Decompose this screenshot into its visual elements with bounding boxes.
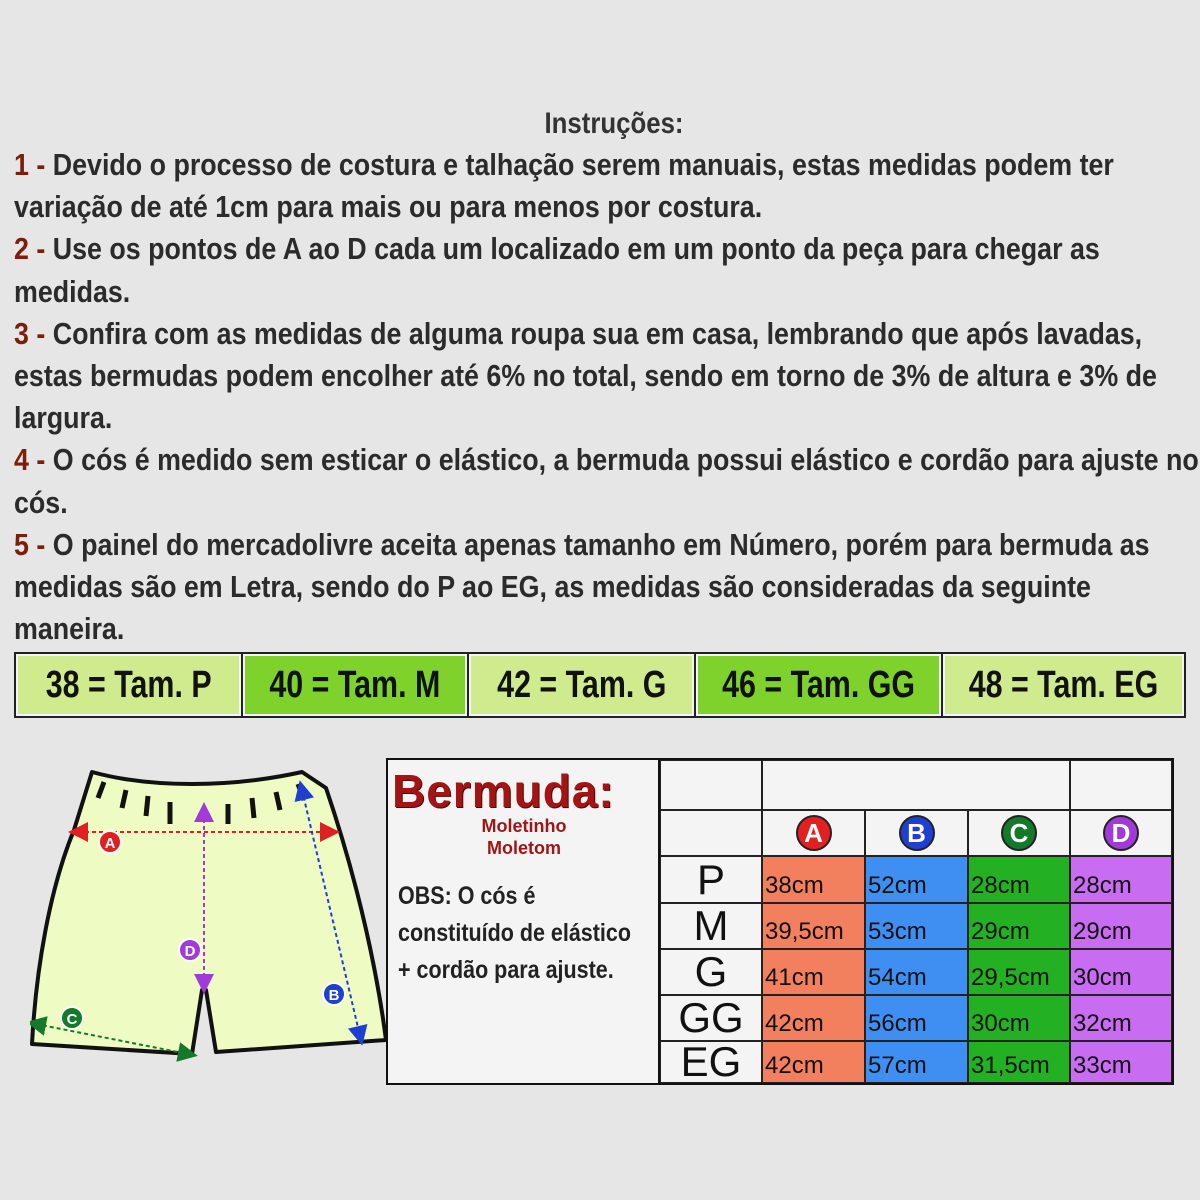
size-cell: 48 = Tam. EG	[943, 654, 1184, 716]
measurement-value: 56cm	[865, 995, 968, 1041]
instruction-item: 4 - O cós é medido sem esticar o elástico, a bermuda possui elástico e cordão para ajuste no cós.	[14, 442, 1199, 520]
instruction-item: 2 - Use os pontos de A ao D cada um localizado em um ponto da peça para chegar as medidas.	[14, 231, 1100, 309]
svg-text:A: A	[104, 835, 116, 852]
instruction-text: Confira com as medidas de alguma roupa sua em casa, lembrando que após lavadas, estas bermudas podem encolher até 6% no total, sendo em torno de 3% de altura e 3% de largura.	[14, 315, 1157, 436]
label-a-icon	[99, 831, 121, 853]
row-size-label: M	[660, 903, 762, 949]
measurement-value: 29,5cm	[968, 949, 1070, 995]
measurement-value: 39,5cm	[762, 903, 865, 949]
header-empty-cell	[660, 760, 762, 810]
size-cell: 46 = Tam. GG	[696, 654, 941, 716]
measurement-value: 38cm	[762, 856, 865, 903]
obs-note: OBS: O cós é constituído de elástico + cordão para ajuste.	[398, 882, 631, 984]
header-empty-cell	[762, 760, 1070, 810]
measurement-value: 53cm	[865, 903, 968, 949]
instruction-text: O painel do mercadolivre aceita apenas tamanho em Número, porém para bermuda as medidas são em Letra, sendo do P ao EG, as medidas são consideradas da seguinte maneira.	[14, 526, 1150, 647]
measurement-value: 54cm	[865, 949, 968, 995]
measurement-value: 57cm	[865, 1041, 968, 1083]
measurement-value: 42cm	[762, 1041, 865, 1083]
column-header	[968, 810, 1070, 856]
instruction-number: 1	[14, 147, 29, 182]
measurements-table	[386, 758, 1174, 1085]
row-size-label: G	[660, 949, 762, 995]
label-c-icon	[61, 1007, 83, 1029]
column-header	[762, 810, 865, 856]
measurement-value: 33cm	[1070, 1041, 1172, 1083]
instruction-number: 5	[14, 526, 29, 562]
table-brand-area	[388, 760, 660, 1083]
svg-text:C: C	[66, 1011, 78, 1028]
measurement-value: 30cm	[1070, 949, 1172, 995]
column-label-d-icon: D	[1103, 815, 1139, 851]
measurements-grid	[660, 760, 1172, 1083]
measurement-value: 29cm	[1070, 903, 1172, 949]
measurement-value: 28cm	[968, 856, 1070, 903]
measurement-value: 31,5cm	[968, 1041, 1070, 1083]
column-label-b-icon: B	[899, 815, 935, 851]
instruction-item: 3 - Confira com as medidas de alguma roupa sua em casa, lembrando que após lavadas, estas bermudas podem encolher até 6% no total, sendo em torno de 3% de altura e 3% de largura.	[14, 315, 1157, 436]
column-label-a-icon: A	[796, 815, 832, 851]
shorts-outline	[32, 772, 386, 1054]
instruction-number: 4	[14, 442, 29, 478]
instructions-title: Instruções:	[544, 107, 684, 140]
table-subtitle-2: Moletom	[487, 838, 561, 858]
measurement-value: 42cm	[762, 995, 865, 1041]
measurement-value: 28cm	[1070, 856, 1172, 903]
size-cell: 42 = Tam. G	[469, 654, 694, 716]
instruction-number: 3	[14, 315, 29, 351]
table-subtitle-1: Moletinho	[481, 816, 567, 836]
header-empty-cell	[1070, 760, 1172, 810]
measurement-value: 30cm	[968, 995, 1070, 1041]
measurement-value: 41cm	[762, 949, 865, 995]
instruction-text: Devido o processo de costura e talhação serem manuais, estas medidas podem ter variação de até 1cm para mais ou para menos por costura.	[14, 147, 1114, 225]
instructions-list	[14, 144, 1199, 650]
table-title: Bermuda:	[392, 765, 615, 817]
svg-text:B: B	[328, 987, 340, 1004]
instruction-text: O cós é medido sem esticar o elástico, a bermuda possui elástico e cordão para ajuste no cós.	[14, 442, 1199, 520]
label-b-icon	[323, 983, 345, 1005]
row-size-label: P	[660, 856, 762, 903]
shorts-diagram	[30, 768, 390, 1078]
instructions-block	[14, 104, 1199, 650]
instruction-item: 1 - Devido o processo de costura e talhação serem manuais, estas medidas podem ter variação de até 1cm para mais ou para menos por costura.	[14, 147, 1114, 225]
instruction-text: Use os pontos de A ao D cada um localizado em um ponto da peça para chegar as medidas.	[14, 231, 1100, 309]
measurement-value: 32cm	[1070, 995, 1172, 1041]
header-empty-cell	[660, 810, 762, 856]
row-size-label: GG	[660, 995, 762, 1041]
instruction-number: 2	[14, 231, 29, 267]
column-header	[865, 810, 968, 856]
column-label-c-icon: C	[1001, 815, 1037, 851]
label-d-icon	[179, 939, 201, 961]
measurement-value: 52cm	[865, 856, 968, 903]
size-cell: 38 = Tam. P	[16, 654, 241, 716]
instruction-item: 5 - O painel do mercadolivre aceita apenas tamanho em Número, porém para bermuda as medidas são em Letra, sendo do P ao EG, as medidas são consideradas da seguinte maneira.	[14, 526, 1150, 647]
svg-text:D: D	[184, 943, 196, 960]
column-header	[1070, 810, 1172, 856]
row-size-label: EG	[660, 1041, 762, 1083]
size-conversion-row	[14, 652, 1186, 718]
size-cell: 40 = Tam. M	[243, 654, 468, 716]
measurement-value: 29cm	[968, 903, 1070, 949]
